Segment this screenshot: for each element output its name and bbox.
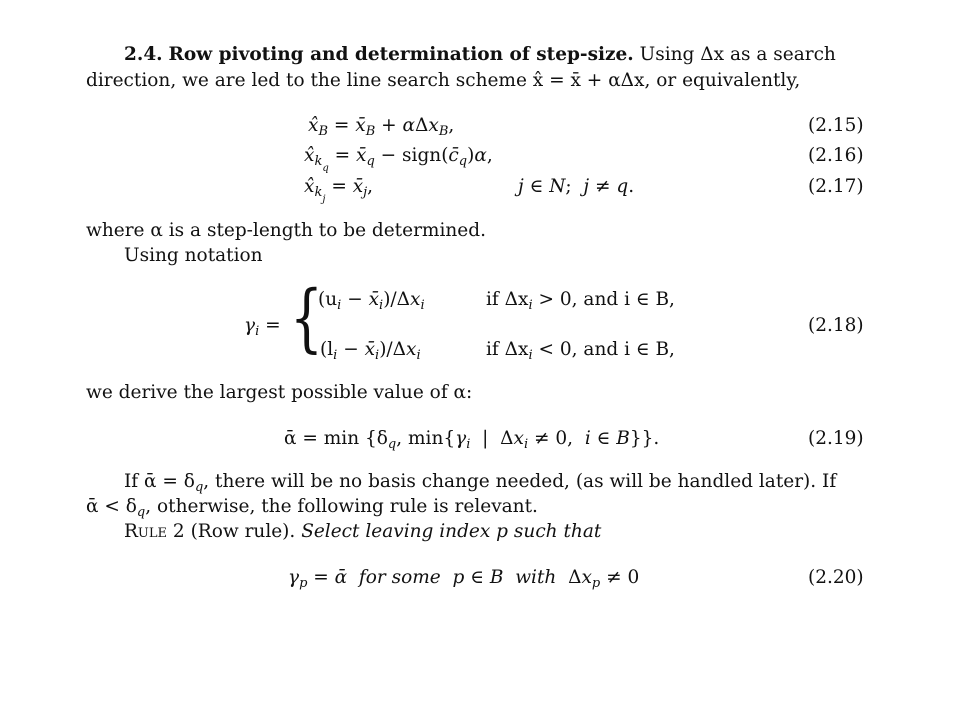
equation-label-2-17: (2.17)	[808, 176, 864, 197]
equation-2-17: $x̂_{k_j}$ = $x̄_j$,	[304, 176, 374, 205]
left-brace-icon: {	[290, 275, 323, 361]
rule-text: Select leaving index p such that	[301, 521, 602, 542]
equation-2-15: $x̂_B$ = $x̄_B + \alpha\Delta x_B$,	[308, 115, 455, 139]
equation-label-2-20: (2.20)	[808, 567, 864, 588]
gamma-case-1-condition: if $\Delta x_i > 0$, and i ∈ B,	[486, 289, 675, 313]
text-if-line-a: If ᾱ = $\delta_q$, there will be no basis change needed, (as will be handled later). If	[124, 471, 837, 495]
gamma-lhs: $\gamma_i$ =	[244, 315, 281, 339]
rule-label: Rule 2	[124, 521, 185, 542]
text-where: where α is a step-length to be determined.	[86, 220, 486, 241]
section-intro-a: Using Δx as a search	[639, 44, 836, 65]
equation-label-2-15: (2.15)	[808, 115, 864, 136]
section-intro-b: direction, we are led to the line search scheme x̂ = x̄ + αΔx, or equivalently,	[86, 70, 801, 91]
gamma-case-2: ($l_i$ − $x̄_i)/\Delta x_i$	[320, 339, 421, 363]
rule-2-line	[124, 520, 601, 544]
equation-2-20: $\gamma_p$ = ᾱ for some p ∈ B with $\Delta x_p \ne 0$	[288, 567, 640, 591]
section-number: 2.4.	[124, 44, 163, 65]
section-heading-line	[124, 43, 836, 67]
text-using-notation: Using notation	[124, 245, 263, 266]
gamma-case-1: ($u_i$ − $x̄_i)/\Delta x_i$	[318, 289, 425, 313]
section-title: Row pivoting and determination of step-size.	[168, 44, 634, 65]
gamma-case-2-condition: if $\Delta x_i < 0$, and i ∈ B,	[486, 339, 675, 363]
equation-label-2-19: (2.19)	[808, 428, 864, 449]
equation-2-17-condition: j ∈ N; j ≠ q.	[518, 176, 635, 197]
equation-label-2-18: (2.18)	[808, 315, 864, 336]
equation-2-19: ᾱ = $\min \{\delta_q$, $\min\{\gamma_i$ | $\Delta x_i \ne 0$, i ∈ B}}.	[284, 428, 660, 452]
text-derive: we derive the largest possible value of α:	[86, 382, 473, 403]
rule-name: (Row rule).	[190, 521, 296, 542]
text-if-line-b: ᾱ < $\delta_q$, otherwise, the following rule is relevant.	[86, 496, 538, 520]
equation-2-16: $x̂_{k_q}$ = $x̄_q$ − $sign(c̄_q)\alpha$,	[304, 145, 493, 174]
equation-label-2-16: (2.16)	[808, 145, 864, 166]
